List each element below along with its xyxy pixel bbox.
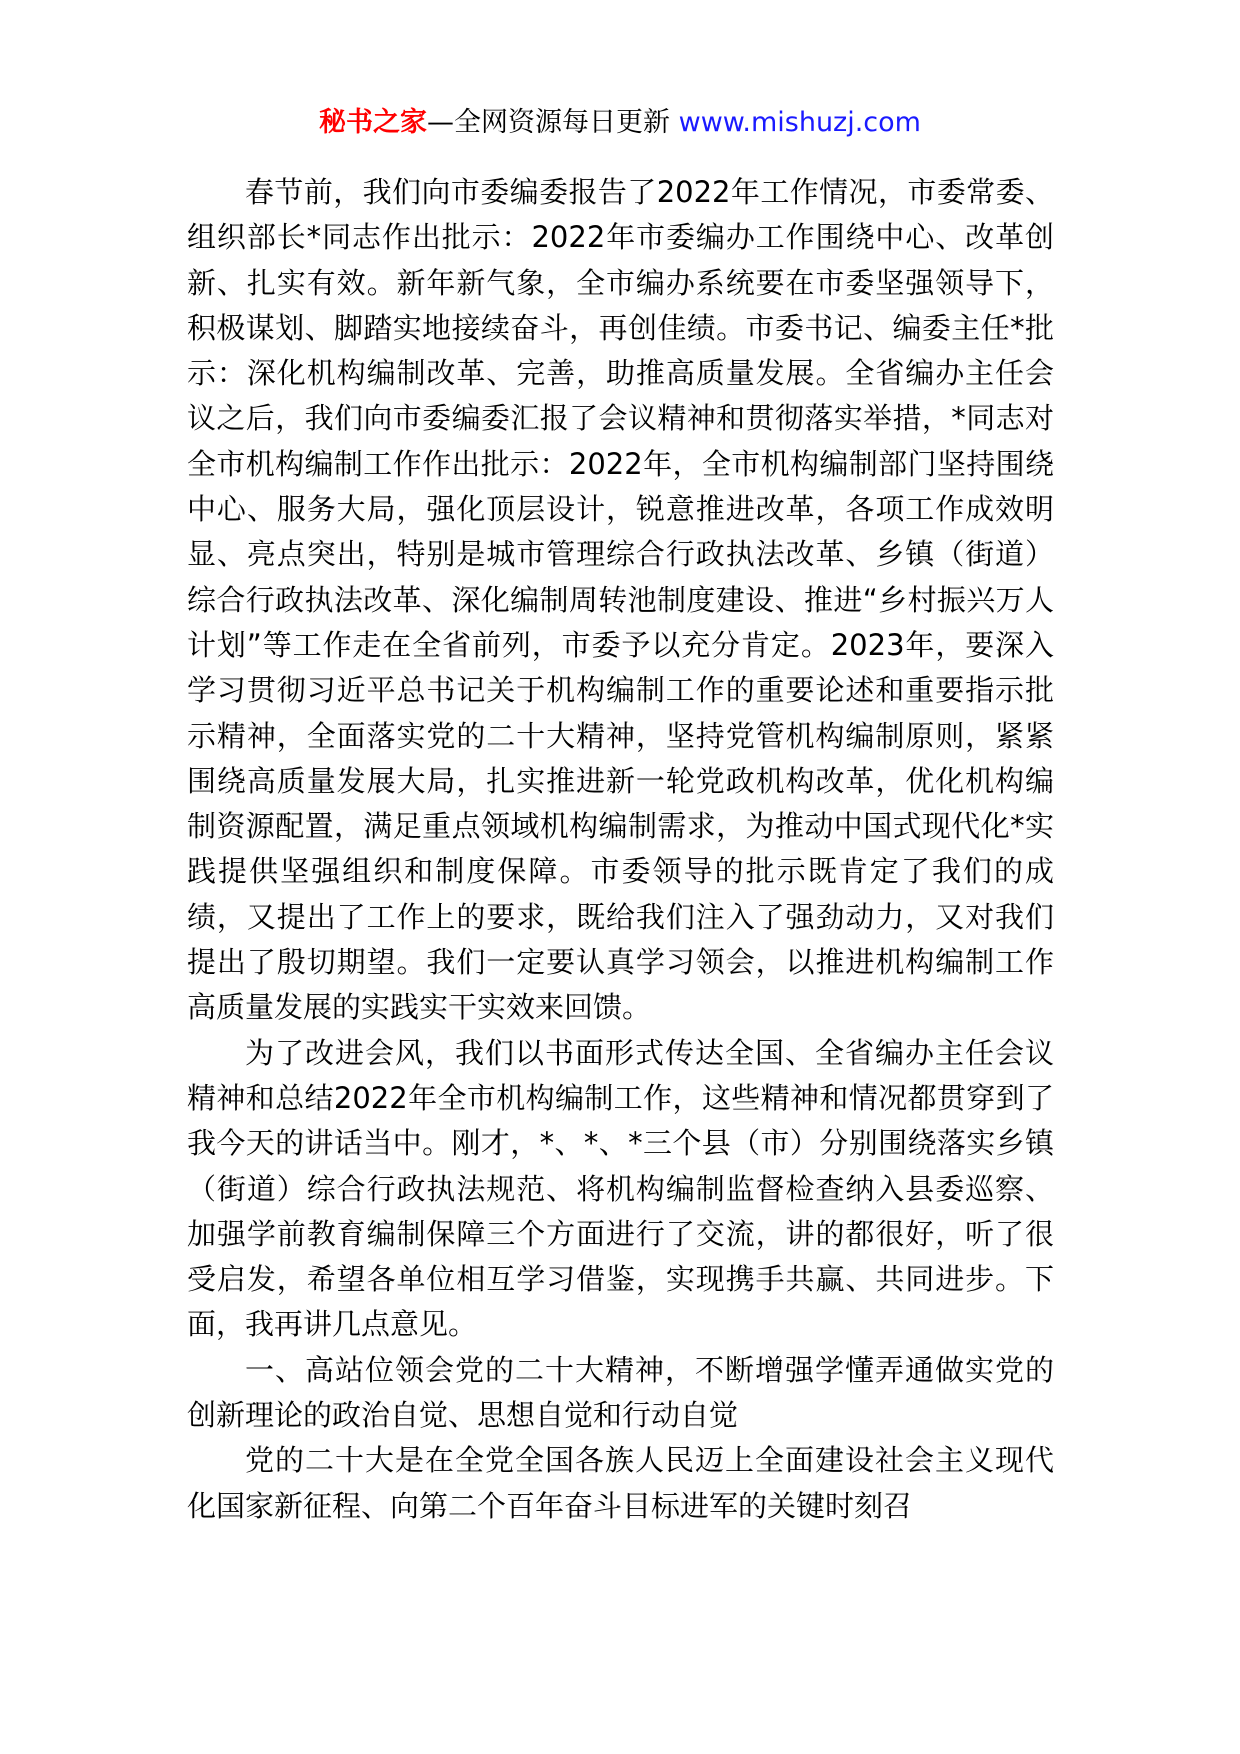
paragraph-congress-intro: 党的二十大是在全党全国各族人民迈上全面建设社会主义现代化国家新征程、向第二个百年奋斗目标进军的关键时刻召 (187, 1443, 1054, 1523)
website-link[interactable]: www.mishuzj.com (678, 107, 921, 138)
brand-name: 秘书之家 (319, 107, 428, 138)
section-heading-one: 一、高站位领会党的二十大精神，不断增强学懂弄通做实党的创新理论的政治自觉、思想自觉和行动自觉 (187, 1352, 1054, 1433)
header-slogan: —全网资源每日更新 (427, 107, 671, 138)
paragraph-meeting-style: 为了改进会风，我们以书面形式传达全国、全省编办主任会议精神和总结2022年全市机构编制工作，这些精神和情况都贯穿到了我今天的讲话当中。刚才，*、*、*三个县（市）分别围绕落实乡镇（街道）综合行政执法规范、将机构编制监督检查纳入县委巡察、加强学前教育编制保障三个方面进行了交流，讲的都很好，听了很受启发，希望各单位相互学习借鉴，实现携手共赢、共同进步。下面，我再讲几点意见。 (187, 1035, 1054, 1342)
page-header (0, 100, 1240, 146)
document-body (187, 170, 1054, 1529)
paragraph-approval-summary: 春节前，我们向市委编委报告了2022年工作情况，市委常委、组织部长*同志作出批示：2022年市委编办工作围绕中心、改革创新、扎实有效。新年新气象，全市编办系统要在市委坚强领导下，积极谋划、脚踏实地接续奋斗，再创佳绩。市委书记、编委主任*批示：深化机构编制改革、完善，助推高质量发展。全省编办主任会议之后，我们向市委编委汇报了会议精神和贯彻落实举措，*同志对全市机构编制工作作出批示：2022年，全市机构编制部门坚持围绕中心、服务大局，强化顶层设计，锐意推进改革，各项工作成效明显、亮点突出，特别是城市管理综合行政执法改革、乡镇（街道）综合行政执法改革、深化编制周转池制度建设、推进“乡村振兴万人计划”等工作走在全省前列，市委予以充分肯定。2023年，要深入学习贯彻习近平总书记关于机构编制工作的重要论述和重要指示批示精神，全面落实党的二十大精神，坚持党管机构编制原则，紧紧围绕高质量发展大局，扎实推进新一轮党政机构改革，优化机构编制资源配置，满足重点领域机构编制需求，为推动中国式现代化*实践提供坚强组织和制度保障。市委领导的批示既肯定了我们的成绩，又提出了工作上的要求，既给我们注入了强劲动力，又对我们提出了殷切期望。我们一定要认真学习领会，以推进机构编制工作高质量发展的实践实干实效来回馈。 (187, 175, 1054, 1025)
